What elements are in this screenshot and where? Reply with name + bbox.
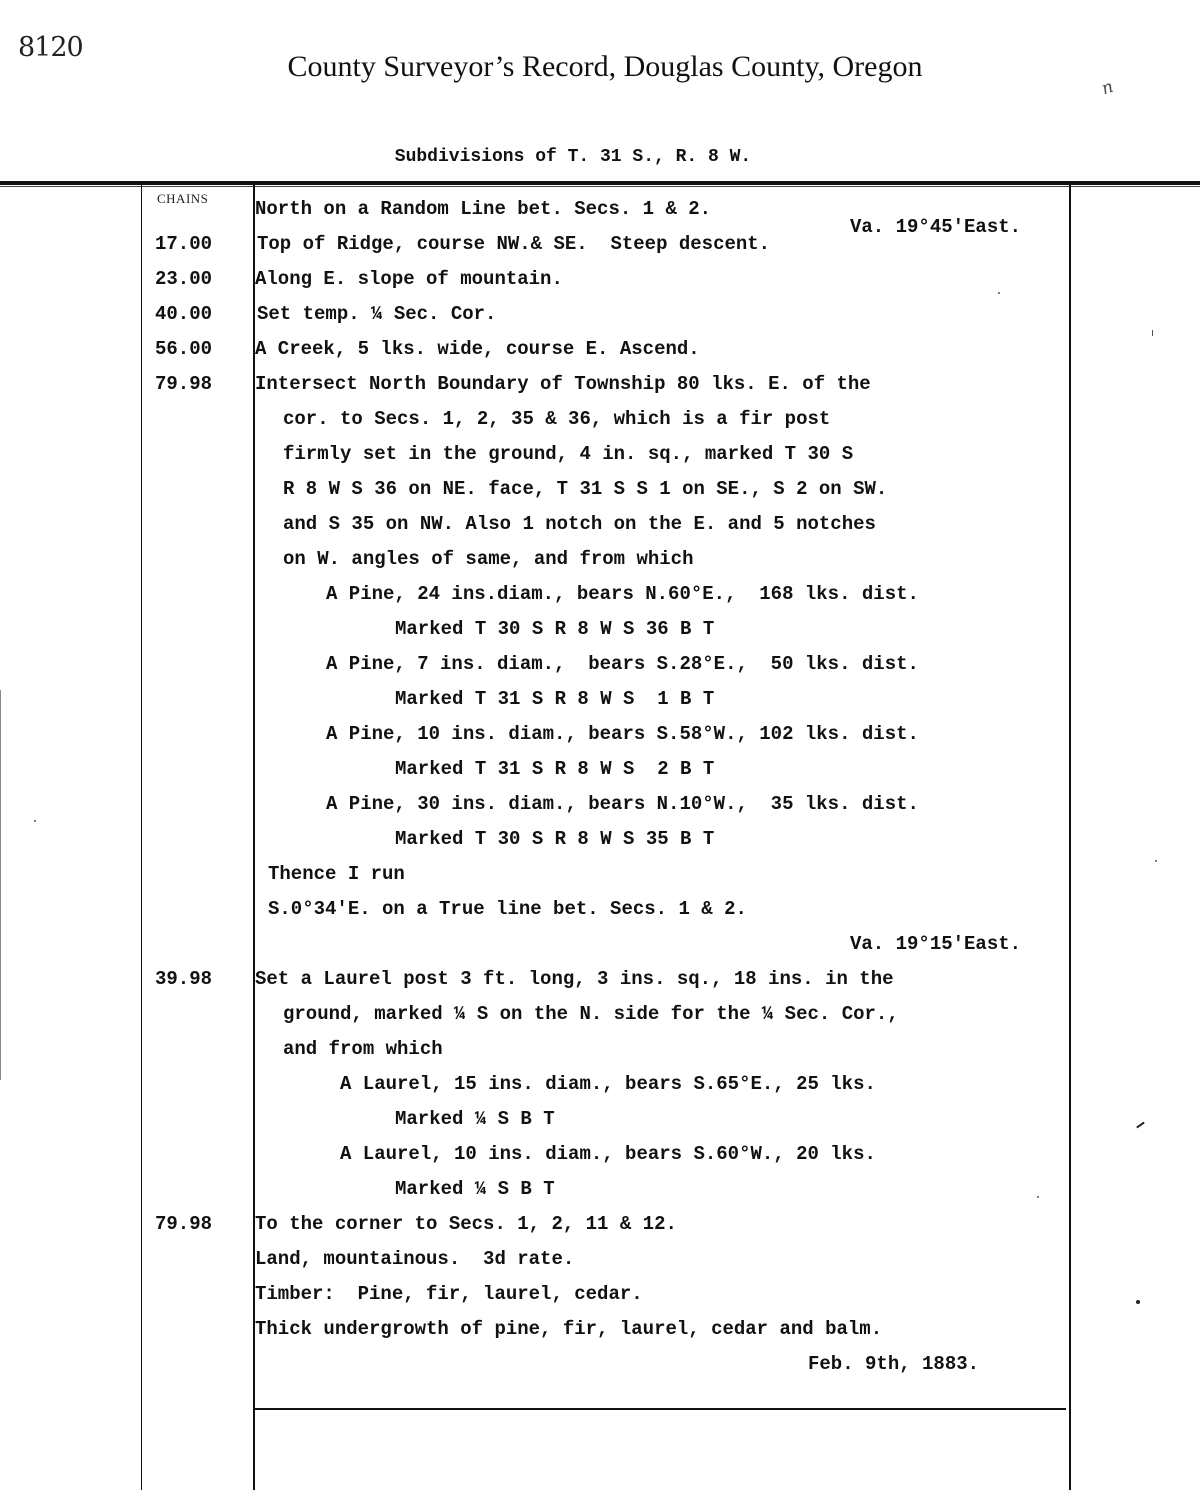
entry-line: Va. 19°15'East. [850, 933, 1022, 955]
chain-value: 39.98 [155, 968, 213, 990]
entry-line: Set temp. ¼ Sec. Cor. [257, 303, 497, 325]
entry-line: Marked T 31 S R 8 W S 2 B T [395, 758, 715, 780]
scan-speck [1152, 330, 1153, 336]
entry-line: A Pine, 7 ins. diam., bears S.28°E., 50 lks. dist. [326, 653, 919, 675]
top-rule [0, 181, 1200, 185]
scan-speck [1136, 1122, 1145, 1129]
entry-line: Thence I run [268, 863, 405, 885]
chain-value: 23.00 [155, 268, 213, 290]
entry-line: Marked ¼ S B T [395, 1178, 555, 1200]
entry-line: on W. angles of same, and from which [283, 548, 694, 570]
chain-value: 40.00 [155, 303, 213, 325]
entry-line: Land, mountainous. 3d rate. [255, 1248, 575, 1270]
entry-line: Marked ¼ S B T [395, 1108, 555, 1130]
entry-line: Marked T 30 S R 8 W S 36 B T [395, 618, 715, 640]
entry-line: cor. to Secs. 1, 2, 35 & 36, which is a fir post [283, 408, 831, 430]
entry-line: Marked T 30 S R 8 W S 35 B T [395, 828, 715, 850]
entry-line: Thick undergrowth of pine, fir, laurel, cedar and balm. [255, 1318, 883, 1340]
entry-line: Top of Ridge, course NW.& SE. Steep descent. [257, 233, 771, 255]
entry-line: S.0°34'E. on a True line bet. Secs. 1 & 2. [268, 898, 747, 920]
entry-line: R 8 W S 36 on NE. face, T 31 S S 1 on SE., S 2 on SW. [283, 478, 888, 500]
entry-line: Timber: Pine, fir, laurel, cedar. [255, 1283, 643, 1305]
entry-line: North on a Random Line bet. Secs. 1 & 2. [255, 198, 712, 220]
entry-line: Set a Laurel post 3 ft. long, 3 ins. sq., 18 ins. in the [255, 968, 894, 990]
left-column-rule [141, 183, 142, 1490]
margin-mark: n [1099, 76, 1116, 100]
entry-line: Along E. slope of mountain. [255, 268, 563, 290]
scan-speck [0, 690, 1, 1080]
chain-value: 79.98 [155, 373, 213, 395]
page-title: County Surveyor’s Record, Douglas County, Oregon [287, 50, 923, 83]
chains-column-header: CHAINS [157, 191, 209, 206]
entry-line: A Pine, 10 ins. diam., bears S.58°W., 102 lks. dist. [326, 723, 919, 745]
chain-value: 17.00 [155, 233, 213, 255]
entry-line: To the corner to Secs. 1, 2, 11 & 12. [255, 1213, 677, 1235]
entry-line: ground, marked ¼ S on the N. side for the ¼ Sec. Cor., [283, 1003, 899, 1025]
entry-line: A Laurel, 15 ins. diam., bears S.65°E., 25 lks. [340, 1073, 876, 1095]
entry-line: Feb. 9th, 1883. [808, 1353, 980, 1375]
entry-line: and S 35 on NW. Also 1 notch on the E. and 5 notches [283, 513, 876, 535]
top-rule-thin [0, 186, 1200, 187]
page-number: 8120 [18, 32, 83, 63]
entry-line: Marked T 31 S R 8 W S 1 B T [395, 688, 715, 710]
scan-speck [1037, 1196, 1039, 1198]
scan-speck [998, 292, 1000, 294]
chain-value: 56.00 [155, 338, 213, 360]
chain-value: 79.98 [155, 1213, 213, 1235]
scan-speck [34, 820, 36, 822]
entry-line: A Pine, 30 ins. diam., bears N.10°W., 35 lks. dist. [326, 793, 919, 815]
scan-speck [1155, 860, 1157, 862]
entry-line: firmly set in the ground, 4 in. sq., marked T 30 S [283, 443, 854, 465]
right-column-rule [1069, 183, 1071, 1490]
entry-line: Intersect North Boundary of Township 80 lks. E. of the [255, 373, 871, 395]
entry-line: and from which [283, 1038, 443, 1060]
entry-line: A Pine, 24 ins.diam., bears N.60°E., 168 lks. dist. [326, 583, 919, 605]
section-subtitle: Subdivisions of T. 31 S., R. 8 W. [394, 147, 752, 167]
entry-line: A Laurel, 10 ins. diam., bears S.60°W., 20 lks. [340, 1143, 876, 1165]
scan-speck [1136, 1300, 1140, 1304]
entry-line: A Creek, 5 lks. wide, course E. Ascend. [255, 338, 700, 360]
bottom-rule [253, 1408, 1066, 1410]
entry-line: Va. 19°45'East. [850, 216, 1022, 238]
